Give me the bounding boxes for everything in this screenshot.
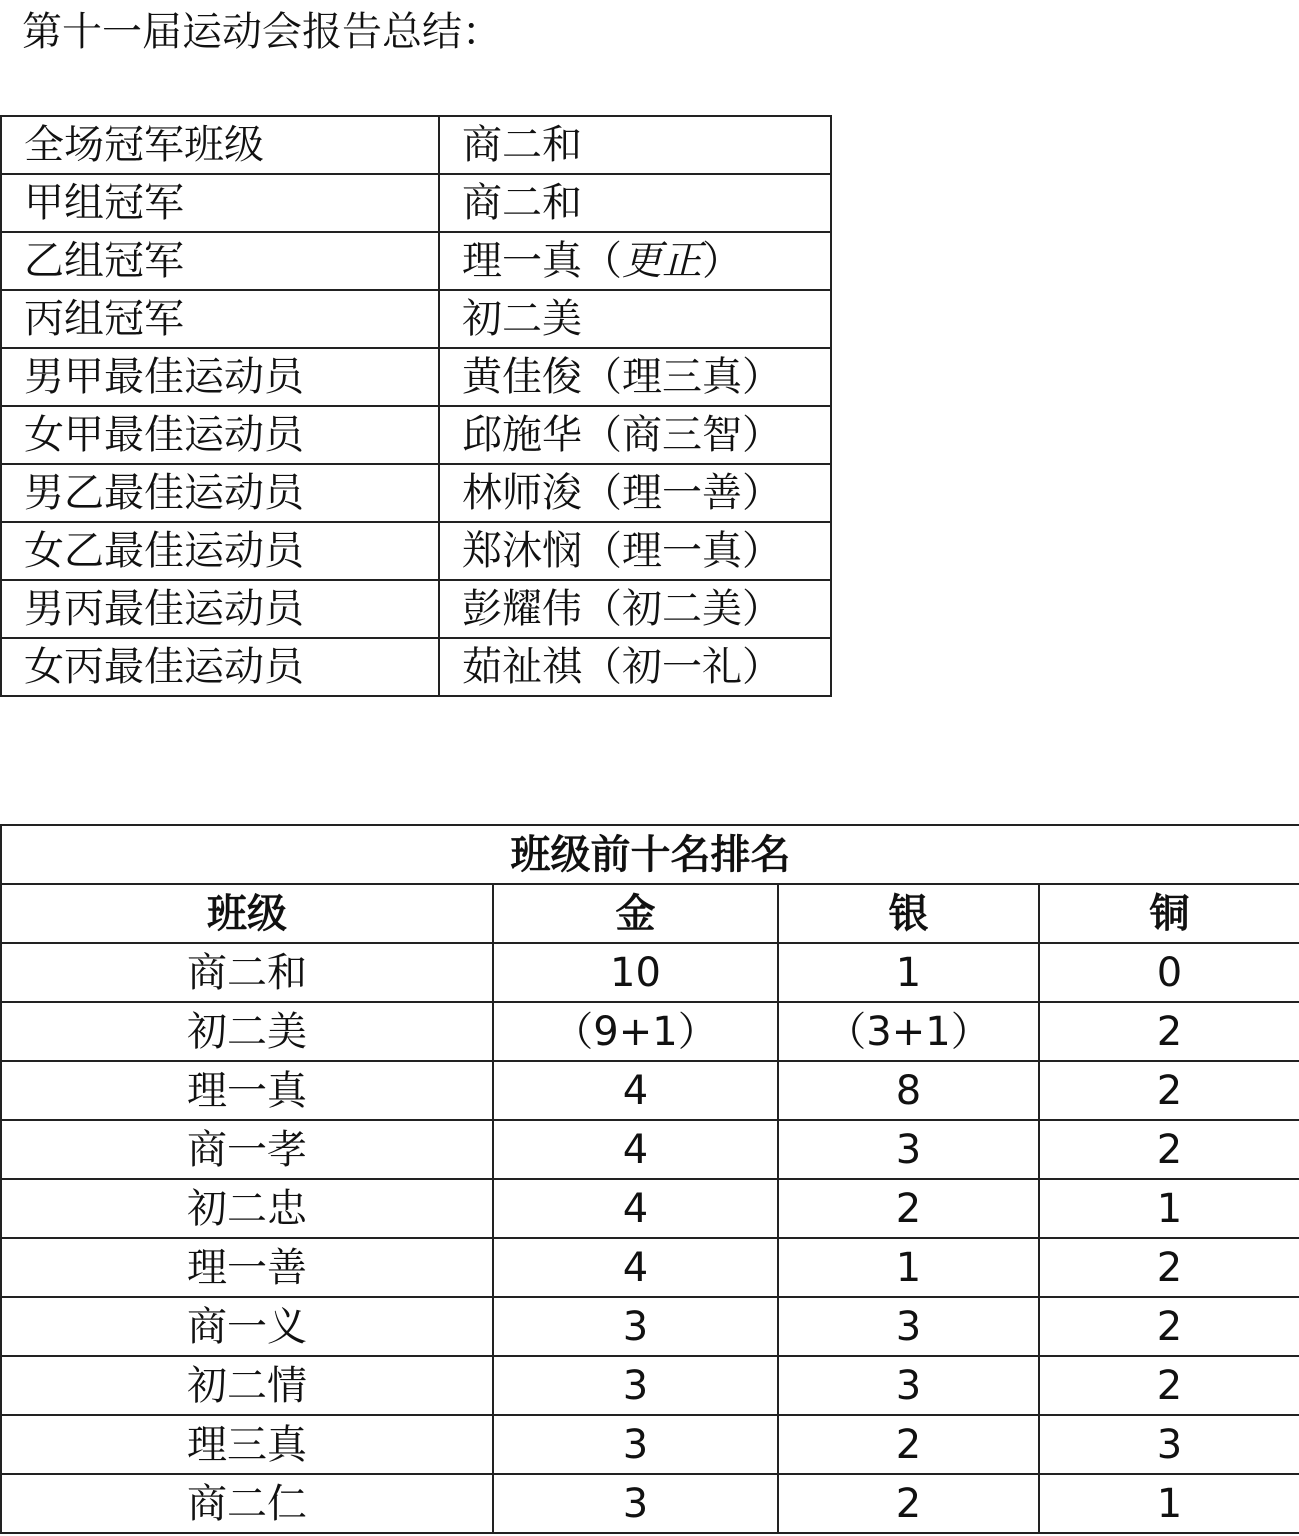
class-cell: 商二仁 — [1, 1474, 493, 1533]
award-label: 男甲最佳运动员 — [1, 348, 439, 406]
gold-cell: 4 — [493, 1238, 778, 1297]
class-cell: 理三真 — [1, 1415, 493, 1474]
table-row — [1, 1061, 1299, 1120]
silver-cell: 1 — [778, 943, 1039, 1002]
award-label: 全场冠军班级 — [1, 116, 439, 174]
gold-cell: 10 — [493, 943, 778, 1002]
table-row — [1, 1356, 1299, 1415]
award-label: 甲组冠军 — [1, 174, 439, 232]
table-row — [1, 522, 831, 580]
silver-cell: 3 — [778, 1356, 1039, 1415]
bronze-cell: 2 — [1039, 1120, 1299, 1179]
silver-cell: 2 — [778, 1179, 1039, 1238]
award-label: 男丙最佳运动员 — [1, 580, 439, 638]
gold-cell: 3 — [493, 1474, 778, 1533]
award-label: 乙组冠军 — [1, 232, 439, 290]
silver-cell: 1 — [778, 1238, 1039, 1297]
table-row — [1, 406, 831, 464]
award-value — [439, 232, 831, 290]
table-row — [1, 1120, 1299, 1179]
class-cell: 理一真 — [1, 1061, 493, 1120]
gold-cell: 3 — [493, 1356, 778, 1415]
table-row — [1, 1297, 1299, 1356]
class-cell: 商一孝 — [1, 1120, 493, 1179]
ranking-header-row — [1, 884, 1299, 943]
table-row — [1, 943, 1299, 1002]
silver-cell: （3+1） — [778, 1002, 1039, 1061]
award-value: 初二美 — [439, 290, 831, 348]
class-cell: 商一义 — [1, 1297, 493, 1356]
class-cell: 初二忠 — [1, 1179, 493, 1238]
award-label: 丙组冠军 — [1, 290, 439, 348]
award-label: 女乙最佳运动员 — [1, 522, 439, 580]
table-row — [1, 116, 831, 174]
award-value-suffix: ） — [702, 238, 742, 284]
award-value: 彭耀伟（初二美） — [439, 580, 831, 638]
table-row — [1, 1415, 1299, 1474]
bronze-cell: 0 — [1039, 943, 1299, 1002]
table-row — [1, 290, 831, 348]
bronze-cell: 2 — [1039, 1238, 1299, 1297]
silver-cell: 3 — [778, 1297, 1039, 1356]
award-value: 林师浚（理一善） — [439, 464, 831, 522]
header-silver: 银 — [778, 884, 1039, 943]
table-row — [1, 580, 831, 638]
awards-table — [0, 115, 832, 697]
table-row — [1, 1002, 1299, 1061]
bronze-cell: 3 — [1039, 1415, 1299, 1474]
table-row — [1, 638, 831, 696]
ranking-caption: 班级前十名排名 — [1, 825, 1299, 884]
bronze-cell: 1 — [1039, 1474, 1299, 1533]
bronze-cell: 2 — [1039, 1061, 1299, 1120]
silver-cell: 3 — [778, 1120, 1039, 1179]
silver-cell: 2 — [778, 1474, 1039, 1533]
award-value: 商二和 — [439, 116, 831, 174]
class-cell: 理一善 — [1, 1238, 493, 1297]
award-value: 黄佳俊（理三真） — [439, 348, 831, 406]
table-row — [1, 464, 831, 522]
table-row — [1, 232, 831, 290]
header-bronze: 铜 — [1039, 884, 1299, 943]
gold-cell: 4 — [493, 1179, 778, 1238]
silver-cell: 8 — [778, 1061, 1039, 1120]
correction-note: 更正 — [622, 238, 702, 284]
gold-cell: （9+1） — [493, 1002, 778, 1061]
award-label: 男乙最佳运动员 — [1, 464, 439, 522]
bronze-cell: 2 — [1039, 1297, 1299, 1356]
bronze-cell: 2 — [1039, 1002, 1299, 1061]
award-label: 女甲最佳运动员 — [1, 406, 439, 464]
table-row — [1, 1179, 1299, 1238]
bronze-cell: 2 — [1039, 1356, 1299, 1415]
header-gold: 金 — [493, 884, 778, 943]
table-row — [1, 1238, 1299, 1297]
table-row — [1, 348, 831, 406]
gold-cell: 3 — [493, 1297, 778, 1356]
bronze-cell: 1 — [1039, 1179, 1299, 1238]
silver-cell: 2 — [778, 1415, 1039, 1474]
table-row — [1, 174, 831, 232]
gold-cell: 3 — [493, 1415, 778, 1474]
header-class: 班级 — [1, 884, 493, 943]
award-value: 商二和 — [439, 174, 831, 232]
award-label: 女丙最佳运动员 — [1, 638, 439, 696]
ranking-table — [0, 824, 1299, 1534]
class-cell: 初二情 — [1, 1356, 493, 1415]
ranking-caption-row — [1, 825, 1299, 884]
class-cell: 商二和 — [1, 943, 493, 1002]
award-value: 茹祉祺（初一礼） — [439, 638, 831, 696]
award-value: 邱施华（商三智） — [439, 406, 831, 464]
class-cell: 初二美 — [1, 1002, 493, 1061]
gold-cell: 4 — [493, 1120, 778, 1179]
table-row — [1, 1474, 1299, 1533]
gold-cell: 4 — [493, 1061, 778, 1120]
award-value: 郑沐悯（理一真） — [439, 522, 831, 580]
award-value-text: 理一真（ — [462, 238, 622, 284]
document-title: 第十一届运动会报告总结： — [22, 9, 502, 55]
